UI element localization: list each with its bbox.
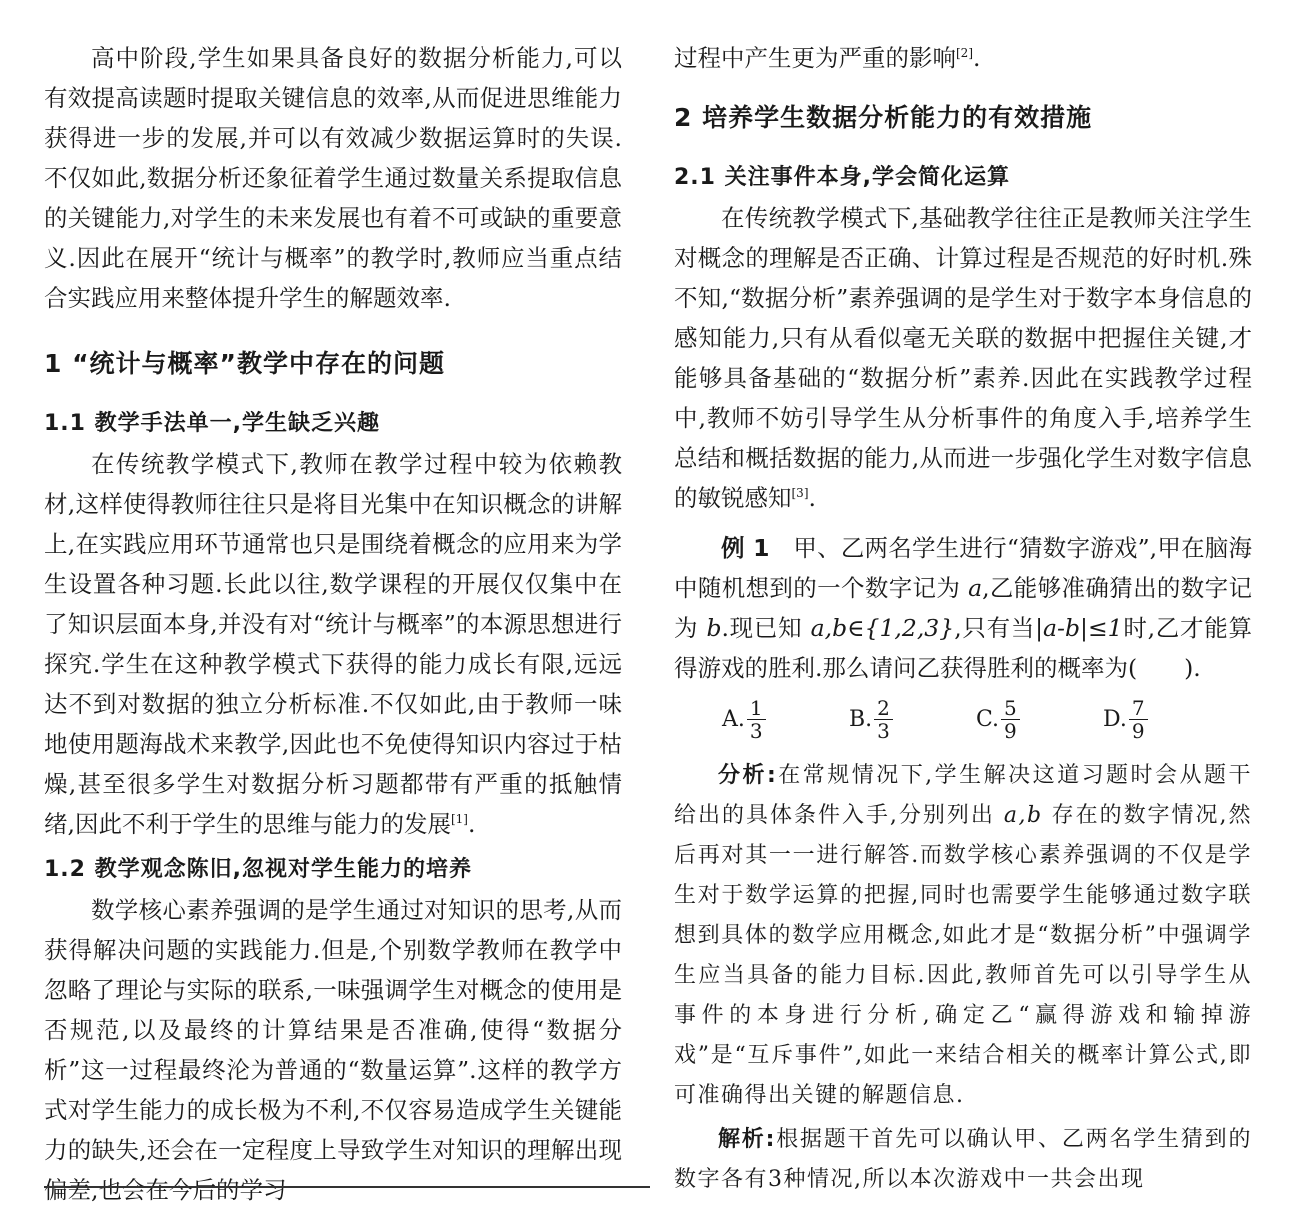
continued-text: 过程中产生更为严重的影响 [674, 44, 956, 72]
left-column [44, 0, 622, 1210]
subsection-2-1-text: 在传统教学模式下,基础教学往往正是教师关注学生对概念的理解是否正确、计算过程是否规范的好时机.殊不知,“数据分析”素养强调的是学生对于数字本身信息的感知能力,只有从看似毫无关联的数据中把握住关键,才能够具备基础的“数据分析”素养.因此在实践教学过程中,教师不妨引导学生从分析事件的角度入手,培养学生总结和概括数据的能力,从而进一步强化学生对数字信息的敏锐感知 [674, 204, 1252, 512]
intro-paragraph: 高中阶段,学生如果具备良好的数据分析能力,可以有效提高读题时提取关键信息的效率,从而促进思维能力获得进一步的发展,并可以有效减少数据运算时的失误.不仅如此,数据分析还象征着学生通过数量关系提取信息的关键能力,对学生的未来发展也有着不可或缺的重要意义.因此在展开“统计与概率”的教学时,教师应当重点结合实践应用来整体提升学生的解题效率. [44, 44, 622, 312]
subsection-1-2-heading: 1.2 教学观念陈旧,忽视对学生能力的培养 [44, 857, 472, 882]
subsection-1-1-end: . [467, 810, 476, 838]
option-a-label: A. [722, 706, 745, 732]
option-a-numerator: 1 [747, 697, 766, 720]
analysis-text-1: 在常规情况下,学生解决这道习题时会从题干给出的具体条件入手,分别列出 [674, 763, 1252, 828]
right-column [674, 0, 1252, 1200]
example-text-2: ,乙能够准确猜出的数字记为 [674, 574, 1252, 642]
solution-text: 根据题干首先可以确认甲、乙两名学生猜到的数字各有3种情况,所以本次游戏中一共会出现 [674, 1127, 1252, 1192]
example-text-5: 时,乙才能算得游戏的胜利.那么请问乙获得胜利的概率为( ). [674, 614, 1252, 682]
analysis-text-2: 存在的数字情况,然后再对其一一进行解答.而数学核心素养强调的不仅是学生对于数学运算的把握,同时也需要学生能够通过数字联想到具体的数学应用概念,如此才是“数据分析”中强调学生应当具备的能力目标.因此,教师首先可以引导学生从事件的本身进行分析,确定乙“赢得游戏和输掉游戏”是“互斥事件”,如此一来结合相关的概率计算公式,即可准确得出关键的解题信息. [674, 803, 1253, 1108]
subsection-1-1-text: 在传统教学模式下,教师在教学过程中较为依赖教材,这样使得教师往往只是将目光集中在知识概念的讲解上,在实践应用环节通常也只是围绕着概念的应用来为学生设置各种习题.长此以往,数学课程的开展仅仅集中在了知识层面本身,并没有对“统计与概率”的本源思想进行探究.学生在这种教学模式下获得的能力成长有限,远远达不到对数据的独立分析标准.不仅如此,由于教师一味地使用题海战术来教学,因此也不免使得知识内容过于枯燥,甚至很多学生对数据分析习题都带有严重的抵触情绪,因此不利于学生的思维与能力的发展 [44, 450, 622, 838]
answer-options [722, 688, 1252, 750]
continued-end: . [973, 44, 981, 72]
option-d-fraction [1129, 697, 1148, 742]
solution-paragraph [674, 1120, 1252, 1200]
example-text-3: .现已知 [721, 614, 803, 642]
section-1-heading: 1 “统计与概率”教学中存在的问题 [44, 349, 445, 378]
option-b-fraction [874, 697, 893, 742]
continued-paragraph [674, 38, 1252, 78]
subsection-2-1-end: . [808, 484, 816, 512]
reference-2: [2] [956, 46, 973, 60]
variable-a: a [968, 574, 983, 602]
option-b-numerator: 2 [874, 697, 893, 720]
option-b [849, 697, 976, 742]
option-a-fraction [747, 697, 766, 742]
reference-3: [3] [791, 486, 809, 500]
example-1-paragraph [674, 528, 1252, 688]
option-d-label: D. [1103, 706, 1127, 732]
subsection-1-1-heading: 1.1 教学手法单一,学生缺乏兴趣 [44, 411, 380, 436]
section-2-heading: 2 培养学生数据分析能力的有效措施 [674, 103, 1093, 132]
option-c-denominator: 9 [1004, 718, 1017, 743]
example-label: 例 1 [721, 534, 770, 562]
solution-label: 解析: [718, 1127, 776, 1152]
variable-b: b [706, 614, 722, 642]
subsection-2-1-heading: 2.1 关注事件本身,学会简化运算 [674, 165, 1010, 190]
option-d-numerator: 7 [1129, 697, 1148, 720]
set-expression: a,b∈{1,2,3} [810, 614, 955, 642]
option-d [1103, 697, 1230, 742]
analysis-label: 分析: [718, 763, 778, 788]
subsection-1-2-paragraph: 数学核心素养强调的是学生通过对知识的思考,从而获得解决问题的实践能力.但是,个别数学教师在教学中忽略了理论与实际的联系,一味强调学生对概念的使用是否规范,以及最终的计算结果是否准确,使得“数据分析”这一过程最终沦为普通的“数量运算”.这样的教学方式对学生能力的成长极为不利,不仅容易造成学生关键能力的缺失,还会在一定程度上导致学生对知识的理解出现偏差,也会在今后的学习 [44, 896, 622, 1204]
analysis-variables: a,b [1003, 803, 1043, 828]
example-text-1: 甲、乙两名学生进行“猜数字游戏”,甲在脑海中随机想到的一个数字记为 [674, 534, 1252, 602]
option-a [722, 697, 849, 742]
reference-1: [1] [450, 812, 468, 826]
option-c [976, 697, 1103, 742]
abs-expression: |a-b|≤1 [1035, 614, 1123, 642]
option-c-numerator: 5 [1001, 697, 1020, 720]
subsection-1-1-paragraph [44, 444, 622, 844]
option-c-fraction [1001, 697, 1020, 742]
bottom-divider [44, 1186, 650, 1188]
option-b-label: B. [849, 706, 873, 732]
example-text-4: ,只有当 [954, 614, 1036, 642]
option-b-denominator: 3 [877, 718, 890, 743]
option-c-label: C. [976, 706, 1000, 732]
subsection-2-1-paragraph [674, 198, 1252, 518]
analysis-paragraph [674, 756, 1252, 1116]
option-d-denominator: 9 [1131, 718, 1145, 743]
option-a-denominator: 3 [749, 718, 763, 743]
